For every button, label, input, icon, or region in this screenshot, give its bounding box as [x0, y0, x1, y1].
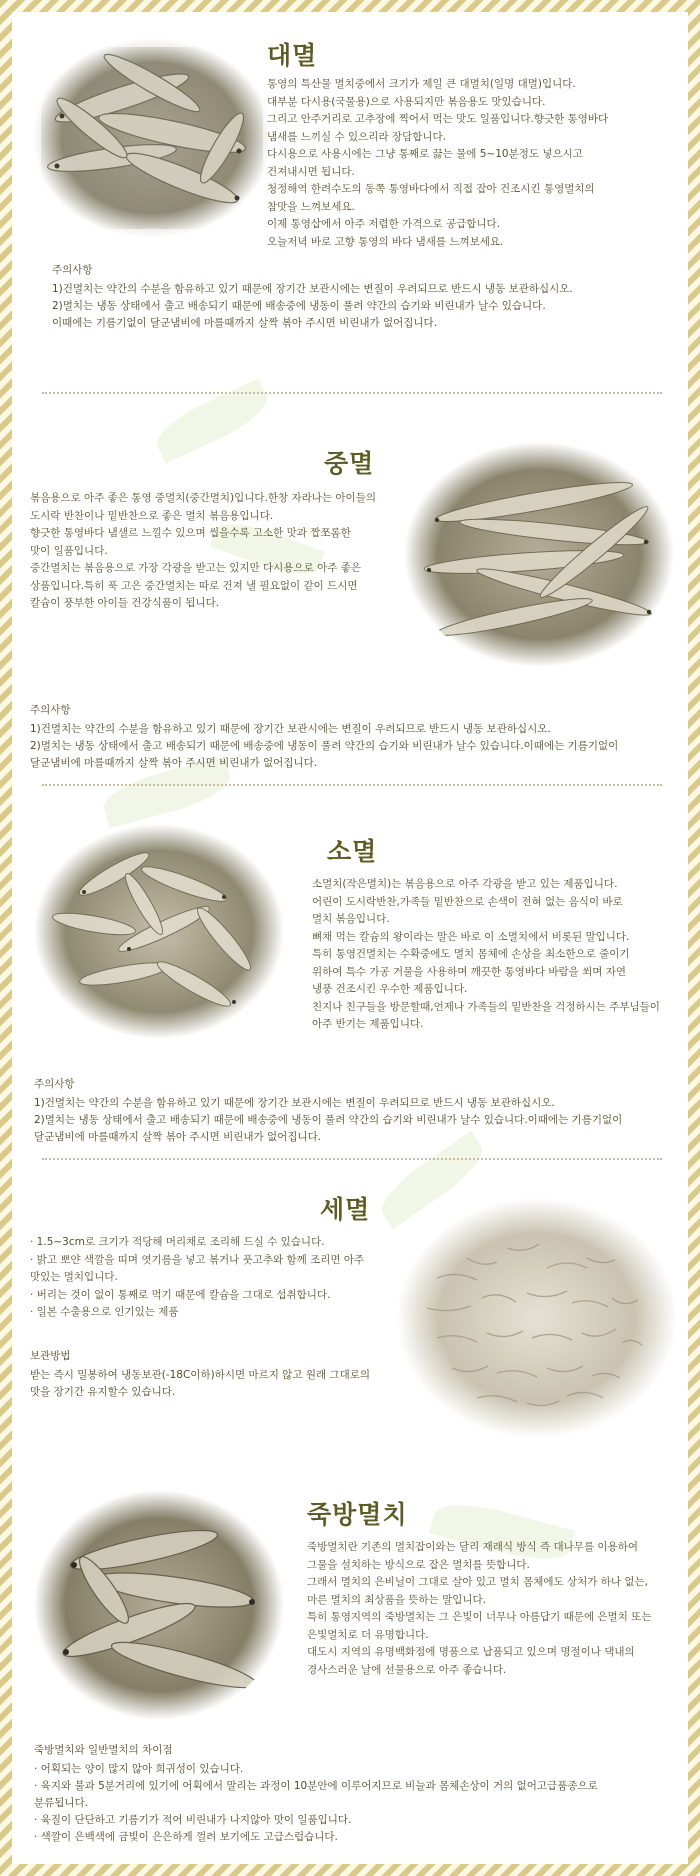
description-line: 냄새를 느끼실 수 있으리라 장담합니다. — [267, 130, 446, 143]
description-line: 경사스러운 날에 선물용으로 아주 좋습니다. — [307, 1663, 507, 1676]
description-line: 청정해역 한려수도의 동쪽 통영바다에서 직접 잡아 건조시킨 통영멸치의 — [267, 183, 595, 195]
description-line: 향긋한 통영바다 냄샐르 느낄수 있으며 씹을수록 고소한 맛과 짭쪼롬한 — [30, 527, 351, 539]
product-detail-panel — [12, 12, 688, 1864]
note-line: 달군냄비에 마를때까지 살짝 볶아 주시면 비린내가 없어집니다. — [34, 1131, 322, 1143]
note-line: 2)멸치는 냉동 상태에서 출고 배송되기 때문에 배송중에 냉동이 풀려 약간의 습기와 비린내가 날수 있습니다.이때에는 기름기없이 — [30, 740, 619, 752]
section-divider — [42, 1158, 662, 1160]
description-line: · 밝고 뽀얀 색깔을 띠며 엿기름을 넣고 볶거나 풋고추와 함께 조리면 아주 — [30, 1253, 365, 1266]
section-title-small-anchovy: 소멸 — [327, 837, 378, 866]
section-description — [30, 1234, 364, 1322]
caution-notice — [52, 262, 573, 332]
note-line: 맛을 장기간 유지할수 있습니다. — [30, 1386, 176, 1398]
note-heading: 주의사항 — [30, 704, 71, 716]
note-line: · 육지와 불과 5분거리에 있기에 어획에서 말리는 과정이 10분안에 이루어지므로 비늘과 몸체손상이 거의 없어고급품종으로 — [34, 1780, 598, 1792]
section-title-tiny-anchovy: 세멸 — [320, 1195, 371, 1224]
description-line: 다시용으로 사용시에는 그냥 통째로 끓는 물에 5~10분정도 넣으시고 — [267, 148, 583, 160]
description-line: 이제 통영삽에서 아주 저렴한 가격으로 공급합니다. — [267, 218, 501, 230]
description-line: 건져내시면 됩니다. — [267, 165, 355, 178]
description-line: 그리고 안주거리로 고추장에 찍어서 먹는 맛도 일품입니다.향긋한 통영바다 — [267, 113, 609, 125]
description-line: 냉풍 건조시킨 우수한 제품입니다. — [312, 983, 468, 995]
bamboo-weir-anchovy-photo — [34, 1490, 284, 1720]
tiny-anchovy-photo — [397, 1198, 677, 1438]
section-divider — [42, 392, 662, 394]
description-line: 죽방멸치란 기존의 멸치잡이와는 달리 재래식 방식 즉 대나무를 이용하여 — [307, 1541, 638, 1553]
description-line: 맛있는 멸치입니다. — [30, 1271, 118, 1283]
note-line: 받는 즉시 밀봉하여 냉동보관(-18C이하)하시면 마르지 않고 원래 그대로의 — [30, 1369, 371, 1381]
note-line: 1)건멸치는 약간의 수분을 함유하고 있기 때문에 장기간 보관시에는 변질이 우려되므로 반드시 냉동 보관하십시오. — [52, 283, 573, 295]
description-line: 그래서 멸치의 은비닐이 그대로 살아 있고 멸치 몸체에도 상처가 하나 없는, — [307, 1576, 649, 1588]
description-line: 참맛을 느껴보세요. — [267, 200, 355, 213]
description-line: 위하여 특수 가공 거물을 사용하며 깨끗한 통영바다 바람을 쐬며 자연 — [312, 965, 627, 978]
small-anchovy-photo — [34, 824, 284, 1039]
section-title-large-anchovy: 대멸 — [267, 41, 318, 70]
description-line: · 1.5~3cm로 크기가 적당해 머리채로 조리해 드실 수 있습니다. — [30, 1236, 325, 1248]
description-line: 맛이 일품입니다. — [30, 544, 108, 557]
section-title-medium-anchovy: 중멸 — [324, 449, 375, 478]
description-line: 오늘저녁 바로 고향 통영의 바다 냄새를 느껴보세요. — [267, 235, 504, 248]
description-line: 대도시 지역의 유명백화점에 명품으로 납품되고 있으며 명절이나 댁내의 — [307, 1646, 635, 1658]
note-heading: 주의사항 — [34, 1078, 75, 1090]
description-line: 마른 멸치의 최상품을 뜻하는 말입니다. — [307, 1593, 486, 1606]
description-line: 중간멸치는 볶음용으로 가장 각광을 받고는 있지만 다시용으로 아주 좋은 — [30, 562, 361, 574]
section-description — [307, 1539, 651, 1679]
section-description — [312, 876, 660, 1034]
section-description — [267, 76, 608, 251]
note-heading: 죽방멸치와 일반멸치의 차이점 — [34, 1744, 173, 1756]
note-line: 1)건멸치는 약간의 수분을 함유하고 있기 때문에 장기간 보관시에는 변질이 우려되므로 반드시 냉동 보관하십시오. — [34, 1097, 555, 1109]
section-divider — [42, 784, 662, 786]
caution-notice — [34, 1076, 622, 1146]
note-line: 1)건멸치는 약간의 수분을 함유하고 있기 때문에 장기간 보관시에는 변질이 우려되므로 반드시 냉동 보관하십시오. — [30, 723, 551, 735]
note-line: · 어획되는 양이 많지 않아 희귀성이 있습니다. — [34, 1763, 244, 1775]
description-line: 은빛멸치로 더 유명합니다. — [307, 1628, 429, 1641]
description-line: 어린이 도시락반찬,가족들 밑반찬으로 손색이 전혀 없는 음식이 바로 — [312, 895, 623, 908]
note-line: 분류됩니다. — [34, 1797, 89, 1809]
section-description — [30, 490, 376, 613]
description-line: · 버리는 것이 없이 통째로 먹기 때문에 칼슘을 그대로 섭취합니다. — [30, 1288, 331, 1301]
large-anchovy-photo — [32, 38, 272, 238]
note-heading: 주의사항 — [52, 264, 93, 276]
difference-notice — [34, 1742, 598, 1846]
description-line: 상품입니다.특히 푹 고은 중간멸치는 따로 건져 낼 필요없이 같이 드시면 — [30, 579, 358, 592]
storage-instructions — [30, 1348, 370, 1401]
description-line: 도시락 반찬이나 밑반찬으로 좋은 멸치 볶음용입니다. — [30, 509, 274, 522]
note-line: 이때에는 기름기없이 달군냄비에 마를때까지 살짝 볶아 주시면 비린내가 없어집니다. — [52, 317, 438, 329]
section-title-bamboo-weir-anchovy: 죽방멸치 — [307, 1500, 408, 1529]
description-line: 소멸치(작은멸치)는 볶음용으로 아주 각광을 받고 있는 제품입니다. — [312, 878, 618, 890]
description-line: 볶음용으로 아주 좋은 통영 중멸치(중간멸치)입니다.한창 자라나는 아이들의 — [30, 492, 376, 504]
description-line: 특히 통영건멸치는 수확중에도 멸치 몸체에 손상을 최소한으로 줄이기 — [312, 948, 630, 960]
note-line: · 육질이 단단하고 기름기가 적어 비린내가 나지않아 맛이 일품입니다. — [34, 1814, 352, 1826]
description-line: 그물을 설치하는 방식으로 잡은 멸치를 뜻합니다. — [307, 1558, 530, 1571]
description-line: 칼슘이 풍부한 아이들 건강식품이 됩니다. — [30, 597, 220, 609]
description-line: · 일본 수출용으로 인기있는 제품 — [30, 1306, 179, 1318]
description-line: 멸치 볶음입니다. — [312, 913, 390, 925]
note-line: 달군냄비에 마를때까지 살짝 볶아 주시면 비린내가 없어집니다. — [30, 757, 318, 769]
description-line: 뼈채 먹는 칼슘의 왕이라는 말은 바로 이 소멸치에서 비롯된 말입니다. — [312, 930, 630, 943]
description-line: 통영의 특산물 멸치중에서 크기가 제일 큰 대멸치(일명 대멸)입니다. — [267, 78, 576, 90]
description-line: 대부분 다시용(국물용)으로 사용되지만 볶음용도 맛있습니다. — [267, 95, 546, 108]
caution-notice — [30, 702, 618, 772]
description-line: 친지나 친구들을 방문할때,언제나 가족들의 밑반찬을 걱정하시는 주부님들이 — [312, 1000, 660, 1013]
note-line: 2)멸치는 냉동 상태에서 출고 배송되기 때문에 배송중에 냉동이 풀려 약간의 습기와 비린내가 날수 있습니다.이때에는 기름기없이 — [34, 1114, 623, 1126]
note-heading: 보관방법 — [30, 1350, 71, 1362]
note-line: · 색깔이 은백색에 금빛이 은은하게 껄려 보기에도 고급스럽습니다. — [34, 1831, 338, 1843]
description-line: 특히 통영지역의 죽방멸치는 그 은빛이 너무나 아름답기 때문에 은멸치 또는 — [307, 1611, 652, 1623]
description-line: 아주 반기는 제품입니다. — [312, 1018, 424, 1030]
medium-anchovy-photo — [404, 442, 674, 667]
note-line: 2)멸치는 냉동 상태에서 출고 배송되기 때문에 배송중에 냉동이 풀려 약간의 습기와 비린내가 날수 있습니다. — [52, 300, 546, 312]
